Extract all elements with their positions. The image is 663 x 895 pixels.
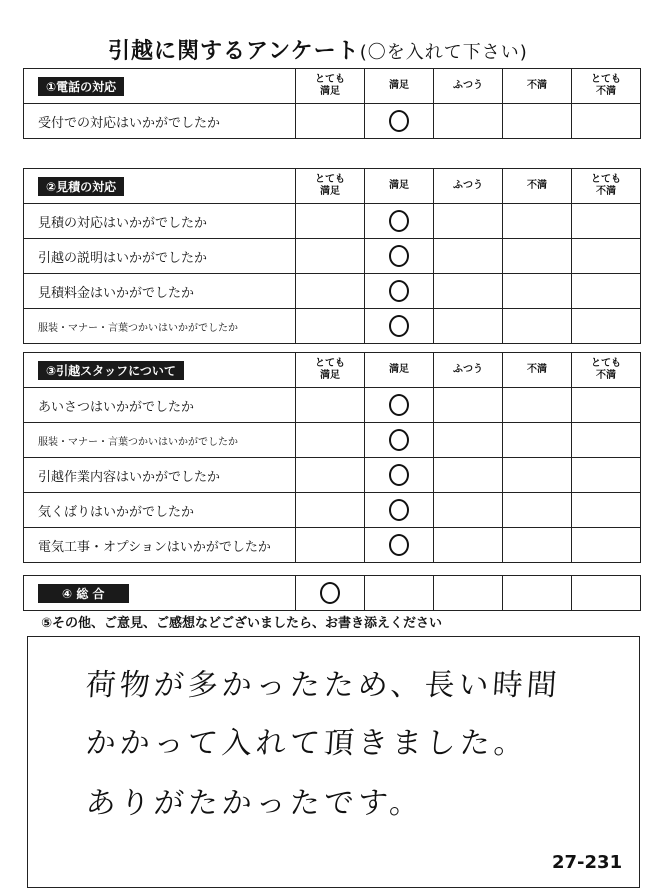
circle-mark: [389, 280, 409, 302]
question-text: 引越の説明はいかがでしたか: [24, 239, 296, 274]
question-text: 引越作業内容はいかがでしたか: [24, 458, 296, 493]
rating-cell[interactable]: [434, 423, 503, 458]
header-very-dissatisfied: とても 不満: [572, 169, 641, 204]
section-staff-table: [23, 352, 641, 563]
rating-cell[interactable]: [572, 423, 641, 458]
circle-mark: [389, 534, 409, 556]
rating-cell[interactable]: [572, 576, 641, 611]
rating-cell[interactable]: [572, 239, 641, 274]
document-number: 27-231: [552, 852, 623, 873]
rating-cell[interactable]: [572, 104, 641, 139]
rating-cell[interactable]: [365, 458, 434, 493]
section-overall-table: [23, 575, 641, 611]
question-text: 気くばりはいかがでしたか: [24, 493, 296, 528]
question-text: 服装・マナー・言葉つかいはいかがでしたか: [24, 309, 296, 344]
rating-cell[interactable]: [572, 309, 641, 344]
circle-mark: [389, 429, 409, 451]
header-dissatisfied: 不満: [503, 69, 572, 104]
title-text: 引越に関するアンケート: [108, 39, 360, 64]
rating-cell[interactable]: [296, 104, 365, 139]
rating-cell[interactable]: [572, 458, 641, 493]
rating-cell[interactable]: [365, 493, 434, 528]
rating-cell[interactable]: [296, 309, 365, 344]
overall-row: [24, 576, 641, 611]
rating-cell[interactable]: [434, 309, 503, 344]
circle-mark: [389, 394, 409, 416]
rating-cell[interactable]: [296, 388, 365, 423]
rating-cell[interactable]: [503, 204, 572, 239]
rating-cell[interactable]: [434, 104, 503, 139]
rating-cell[interactable]: [434, 388, 503, 423]
rating-cell[interactable]: [572, 528, 641, 563]
rating-cell[interactable]: [503, 274, 572, 309]
rating-cell[interactable]: [434, 493, 503, 528]
question-row: [24, 309, 641, 344]
question-row: [24, 493, 641, 528]
rating-cell[interactable]: [503, 388, 572, 423]
comment-label: ⑤その他、ご意見、ご感想などございましたら、お書き添えください: [41, 616, 443, 631]
title-instruction: (〇を入れて下さい): [359, 42, 528, 63]
header-neutral: ふつう: [434, 169, 503, 204]
section-label-cell: [24, 576, 296, 611]
section-header-row: [24, 353, 641, 388]
section-header-row: [24, 169, 641, 204]
rating-cell[interactable]: [503, 104, 572, 139]
section-label: ③引越スタッフについて: [38, 361, 184, 380]
section-phone-table: [23, 68, 641, 139]
survey-title: [108, 34, 608, 65]
rating-cell[interactable]: [434, 239, 503, 274]
section-label-cell: [24, 169, 296, 204]
header-neutral: ふつう: [434, 353, 503, 388]
header-very-satisfied: とても 満足: [296, 169, 365, 204]
rating-cell[interactable]: [572, 388, 641, 423]
circle-mark: [320, 582, 340, 604]
section-estimate-table: [23, 168, 641, 344]
rating-cell[interactable]: [365, 204, 434, 239]
rating-cell[interactable]: [434, 274, 503, 309]
rating-cell[interactable]: [365, 528, 434, 563]
question-row: [24, 104, 641, 139]
rating-cell[interactable]: [503, 309, 572, 344]
question-row: [24, 388, 641, 423]
header-dissatisfied: 不満: [503, 353, 572, 388]
rating-cell[interactable]: [296, 528, 365, 563]
header-very-dissatisfied: とても 不満: [572, 69, 641, 104]
circle-mark: [389, 210, 409, 232]
header-satisfied: 満足: [365, 69, 434, 104]
circle-mark: [389, 464, 409, 486]
question-text: 服装・マナー・言葉つかいはいかがでしたか: [24, 423, 296, 458]
question-row: [24, 274, 641, 309]
section-label-cell: [24, 69, 296, 104]
rating-cell[interactable]: [434, 528, 503, 563]
rating-cell[interactable]: [572, 274, 641, 309]
question-row: [24, 423, 641, 458]
rating-cell[interactable]: [434, 204, 503, 239]
header-dissatisfied: 不満: [503, 169, 572, 204]
question-text: 電気工事・オプションはいかがでしたか: [24, 528, 296, 563]
rating-cell[interactable]: [296, 458, 365, 493]
section-header-row: [24, 69, 641, 104]
rating-cell[interactable]: [365, 104, 434, 139]
circle-mark: [389, 110, 409, 132]
rating-cell[interactable]: [296, 493, 365, 528]
header-very-dissatisfied: とても 不満: [572, 353, 641, 388]
overall-label: ④ 総 合: [38, 584, 129, 603]
section-label: ②見積の対応: [38, 177, 124, 196]
rating-cell[interactable]: [296, 204, 365, 239]
question-text: あいさつはいかがでしたか: [24, 388, 296, 423]
header-neutral: ふつう: [434, 69, 503, 104]
rating-cell[interactable]: [503, 528, 572, 563]
section-label-cell: [24, 353, 296, 388]
handwritten-line-3: ありがたかったです。: [84, 786, 425, 821]
rating-cell[interactable]: [503, 576, 572, 611]
rating-cell[interactable]: [365, 576, 434, 611]
rating-cell[interactable]: [434, 576, 503, 611]
question-text: 見積料金はいかがでしたか: [24, 274, 296, 309]
rating-cell[interactable]: [365, 309, 434, 344]
question-row: [24, 528, 641, 563]
question-row: [24, 239, 641, 274]
circle-mark: [389, 315, 409, 337]
header-very-satisfied: とても 満足: [296, 69, 365, 104]
rating-cell[interactable]: [296, 576, 365, 611]
header-satisfied: 満足: [365, 353, 434, 388]
rating-cell[interactable]: [503, 458, 572, 493]
rating-cell[interactable]: [296, 239, 365, 274]
question-row: [24, 458, 641, 493]
handwritten-line-2: かかって入れて頂きました。: [84, 726, 529, 761]
circle-mark: [389, 499, 409, 521]
rating-cell[interactable]: [296, 423, 365, 458]
question-row: [24, 204, 641, 239]
rating-cell[interactable]: [365, 274, 434, 309]
header-satisfied: 満足: [365, 169, 434, 204]
question-text: 受付での対応はいかがでしたか: [24, 104, 296, 139]
rating-cell[interactable]: [365, 239, 434, 274]
rating-cell[interactable]: [572, 493, 641, 528]
section-label: ①電話の対応: [38, 77, 124, 96]
rating-cell[interactable]: [296, 274, 365, 309]
circle-mark: [389, 245, 409, 267]
rating-cell[interactable]: [503, 493, 572, 528]
question-text: 見積の対応はいかがでしたか: [24, 204, 296, 239]
rating-cell[interactable]: [503, 239, 572, 274]
rating-cell[interactable]: [572, 204, 641, 239]
rating-cell[interactable]: [365, 423, 434, 458]
rating-cell[interactable]: [365, 388, 434, 423]
rating-cell[interactable]: [503, 423, 572, 458]
header-very-satisfied: とても 満足: [296, 353, 365, 388]
rating-cell[interactable]: [434, 458, 503, 493]
handwritten-line-1: 荷物が多かったため、長い時間: [84, 668, 562, 703]
